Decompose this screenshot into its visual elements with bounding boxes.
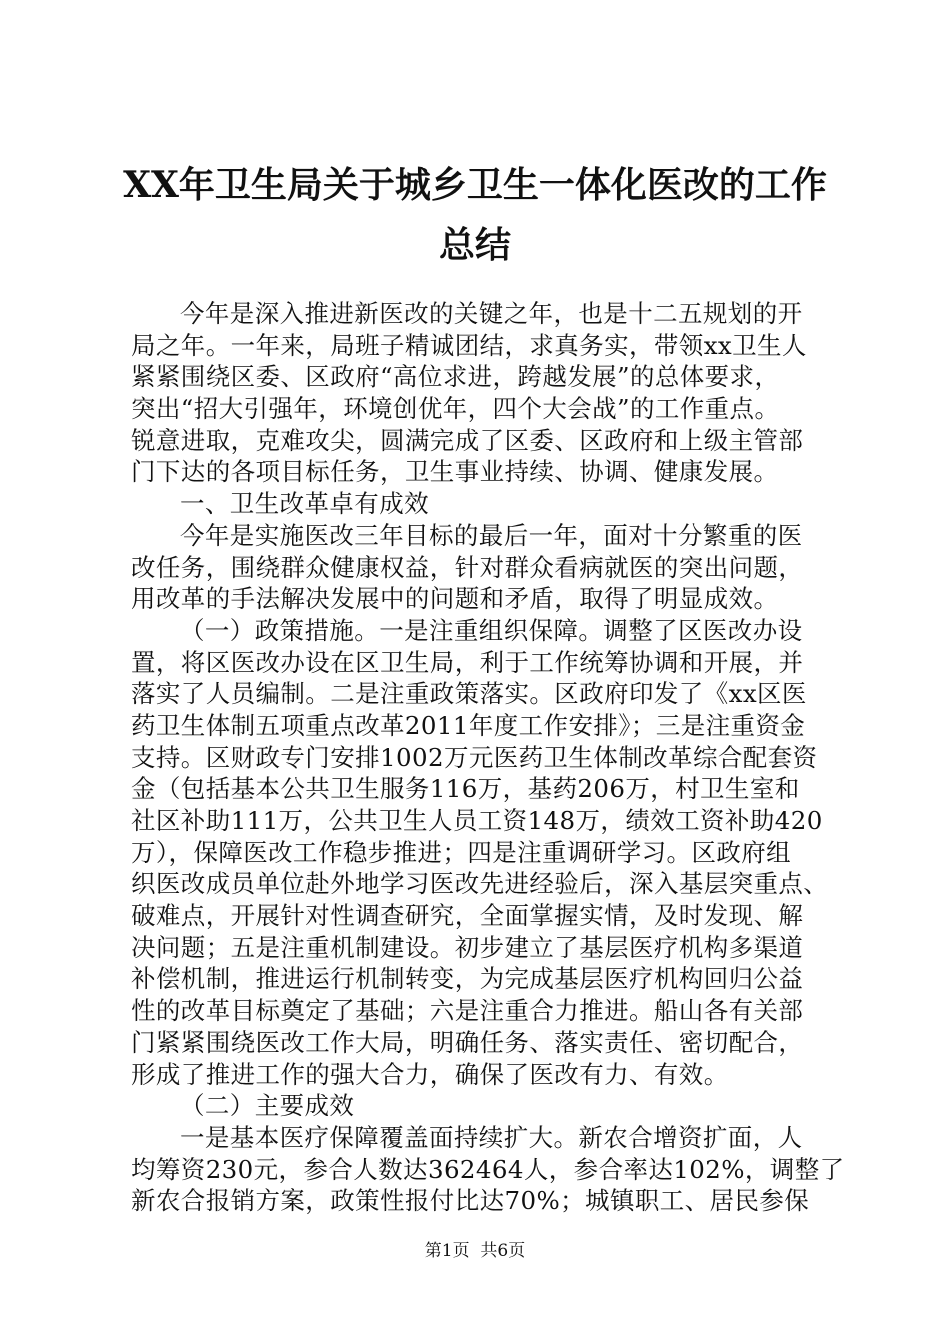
body-line: 均筹资230元，参合人数达362464人，参合率达102%，调整了: [131, 1154, 845, 1184]
body-line: 新农合报销方案，政策性报付比达70%；城镇职工、居民参保: [131, 1186, 810, 1216]
body-line: 局之年。一年来，局班子精诚团结，求真务实，带领xx卫生人: [131, 330, 807, 360]
subsection-heading: （二）主要成效: [180, 1091, 355, 1121]
body-line: （一）政策措施。一是注重组织保障。调整了区医改办设: [180, 615, 803, 645]
document-title-line-1: XX年卫生局关于城乡卫生一体化医改的工作: [123, 164, 827, 206]
body-line: 落实了人员编制。二是注重政策落实。区政府印发了《xx区医: [131, 679, 807, 709]
body-line: 性的改革目标奠定了基础；六是注重合力推进。船山各有关部: [131, 996, 804, 1026]
body-line: 金（包括基本公共卫生服务116万，基药206万，村卫生室和: [131, 774, 800, 804]
body-line: 门紧紧围绕医改工作大局，明确任务、落实责任、密切配合，: [131, 1027, 804, 1057]
body-line: 补偿机制，推进运行机制转变，为完成基层医疗机构回归公益: [131, 964, 804, 994]
section-heading: 一、卫生改革卓有成效: [180, 489, 429, 519]
body-line: 今年是深入推进新医改的关键之年，也是十二五规划的开: [180, 299, 803, 328]
body-line: 用改革的手法解决发展中的问题和矛盾，取得了明显成效。: [131, 584, 779, 614]
body-line: 突出“招大引强年，环境创优年，四个大会战”的工作重点。: [131, 394, 780, 424]
body-line: 社区补助111万，公共卫生人员工资148万，绩效工资补助420: [131, 806, 823, 835]
body-line: 药卫生体制五项重点改革2011年度工作安排》；三是注重资金: [131, 710, 806, 740]
document-title-line-2: 总结: [438, 224, 511, 266]
body-line: 破难点，开展针对性调查研究，全面掌握实情，及时发现、解: [131, 901, 804, 931]
body-line: 万），保障医改工作稳步推进；四是注重调研学习。区政府组: [131, 837, 792, 867]
page-number-footer: 第1页 共6页: [424, 1241, 526, 1261]
body-line: 置，将区医改办设在区卫生局，利于工作统筹协调和开展，并: [131, 647, 804, 677]
body-line: 改任务，围绕群众健康权益，针对群众看病就医的突出问题，: [131, 552, 804, 582]
body-line: 锐意进取，克难攻尖，圆满完成了区委、区政府和上级主管部: [131, 425, 804, 455]
body-line: 今年是实施医改三年目标的最后一年，面对十分繁重的医: [180, 520, 803, 550]
body-line: 织医改成员单位赴外地学习医改先进经验后，深入基层突重点、: [131, 869, 829, 899]
body-line: 支持。区财政专门安排1002万元医药卫生体制改革综合配套资: [131, 742, 818, 772]
body-line: 一是基本医疗保障覆盖面持续扩大。新农合增资扩面，人: [180, 1122, 803, 1152]
document-body: [131, 298, 845, 1217]
body-line: 形成了推进工作的强大合力，确保了医改有力、有效。: [131, 1059, 729, 1089]
body-line: 门下达的各项目标任务，卫生事业持续、协调、健康发展。: [131, 457, 779, 487]
body-line: 紧紧围绕区委、区政府“高位求进，跨越发展”的总体要求，: [131, 362, 780, 392]
body-line: 决问题；五是注重机制建设。初步建立了基层医疗机构多渠道: [131, 932, 804, 962]
